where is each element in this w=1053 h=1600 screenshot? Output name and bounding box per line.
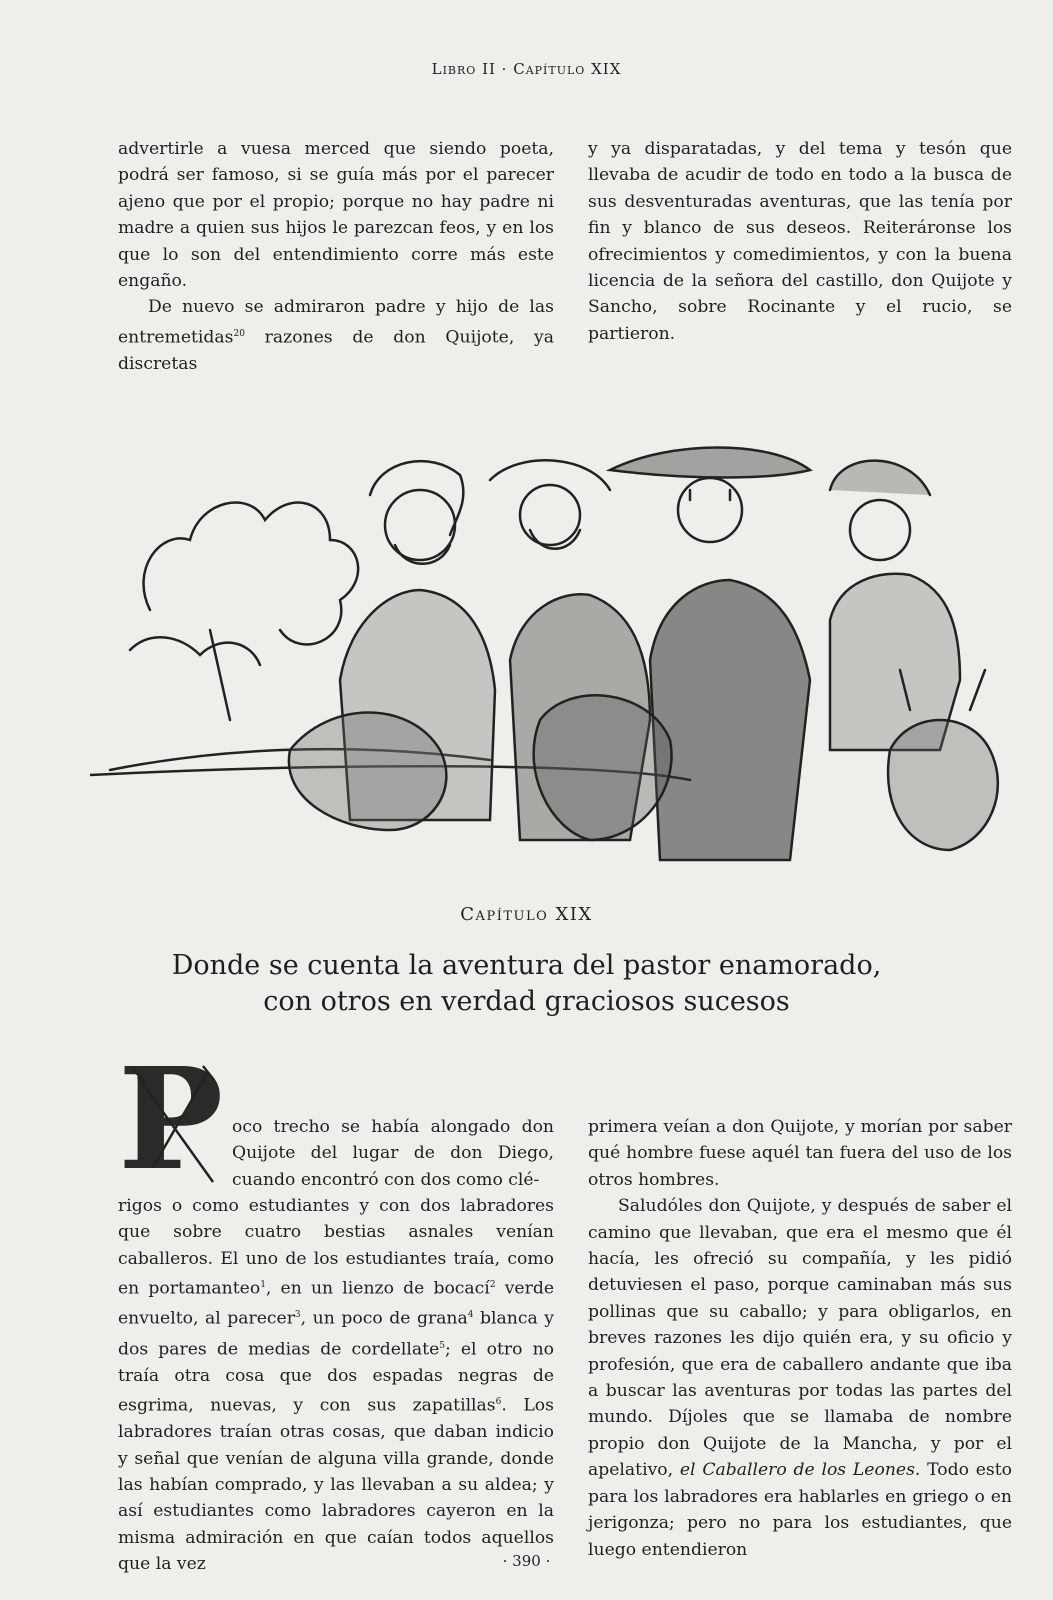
footnote-ref: 6 xyxy=(495,1397,502,1408)
running-head: Libro II · Capítulo XIX xyxy=(431,60,622,78)
paragraph-text: ; el otro no traía otra cosa que dos espadas negras de esgrima, nuevas, y con sus zapatillas xyxy=(118,1339,555,1416)
dropcap xyxy=(118,1038,226,1202)
top-right-column xyxy=(588,136,1012,347)
paragraph xyxy=(588,1193,1012,1563)
chapter-title xyxy=(0,948,1053,1020)
paragraph-text: rigos o como estudiantes y con dos labradores que sobre cuatro bestias asnales venían caballeros. El uno de los estudiantes traía, como en portamanteo xyxy=(118,1196,554,1299)
top-left-column xyxy=(118,136,554,377)
footnote-ref: 5 xyxy=(439,1340,445,1351)
footnote-ref: 1 xyxy=(260,1280,266,1291)
chapter-label: Capítulo XIX xyxy=(460,904,593,925)
chapter-title-line: Donde se cuenta la aventura del pastor enamorado, xyxy=(171,950,882,981)
bottom-right-column xyxy=(588,1114,1012,1563)
paragraph: primera veían a don Quijote, y morían por saber qué hombre fuese aquél tan fuera del uso de los otros hombres. xyxy=(588,1117,1012,1190)
bottom-left-column xyxy=(118,1193,554,1578)
paragraph-text: , en un lienzo de bocací xyxy=(265,1278,490,1299)
chapter-title-line: con otros en verdad graciosos sucesos xyxy=(263,986,790,1017)
paragraph-text: verde envuelto, al parecer xyxy=(118,1278,554,1330)
page-number: · 390 · xyxy=(502,1552,551,1570)
footnote-ref: 2 xyxy=(489,1280,496,1291)
paragraph-text: Saludóles don Quijote, y después de saber el camino que llevaban, que era el mesmo que él hacía, les ofreció su compañía, y les pidió detuviesen el paso, porque caminaban más sus pollinas que su caballo; y para obligarlos, en breves razones les dijo quién era, y su oficio y profesión, que era de caballero andante que iba a buscar las aventuras por todas las partes del mundo. Díjoles que se llamaba de nombre propio don Quijote de la Mancha, y por el apelativo, xyxy=(588,1196,1012,1481)
dropcap-letter: P xyxy=(118,1038,224,1202)
italic-epithet: el Caballero de los Leones xyxy=(679,1460,915,1481)
paragraph-text: razones de don Quijote, ya discretas xyxy=(118,327,554,374)
paragraph-text: . Los labradores traían otras cosas, que daban indicio y señal que venían de alguna villa grande, donde las habían comprado, y las llevaban a su aldea; y así estudiantes como labradores cayeron en la misma admiración en que caían todos aquellos que la vez xyxy=(118,1395,554,1575)
paragraph-text: blanca y dos pares de medias de cordellate xyxy=(118,1309,555,1360)
paragraph-text: De nuevo se admiraron padre y hijo de las entremetidas xyxy=(118,297,554,348)
footnote-ref: 20 xyxy=(233,328,245,339)
sword-ornament-icon xyxy=(118,1062,226,1192)
footnote-ref: 4 xyxy=(467,1310,474,1321)
paragraph xyxy=(118,294,554,377)
illustration-riders xyxy=(90,420,1020,890)
paragraph: advertirle a vuesa merced que siendo poeta, podrá ser famoso, si se guía más por el parecer ajeno que por el propio; porque no hay padre ni madre a quien sus hijos le parezcan feos, y en los que lo son del entendimiento corre más este engaño. xyxy=(118,139,554,292)
first-paragraph-start: oco trecho se había alongado don Quijote del lugar de don Diego, cuando encontró con dos como clé- xyxy=(232,1117,554,1190)
paragraph: y ya disparatadas, y del tema y tesón que llevaba de acudir de todo en todo a la busca de sus desventuradas aventuras, que las tenía por fin y blanco de sus deseos. Reiteráronse los ofrecimientos y comedimientos, y con la buena licencia de la señora del castillo, don Quijote y Sancho, sobre Rocinante y el rucio, se partieron. xyxy=(588,139,1012,344)
paragraph-text: , un poco de grana xyxy=(300,1309,468,1330)
paragraph xyxy=(118,1193,554,1578)
footnote-ref: 3 xyxy=(294,1310,301,1321)
paragraph-text: . Todo esto para los labradores era hablarles en griego o en jerigonza; pero no para los estudiantes, que luego entendieron xyxy=(588,1460,1012,1560)
